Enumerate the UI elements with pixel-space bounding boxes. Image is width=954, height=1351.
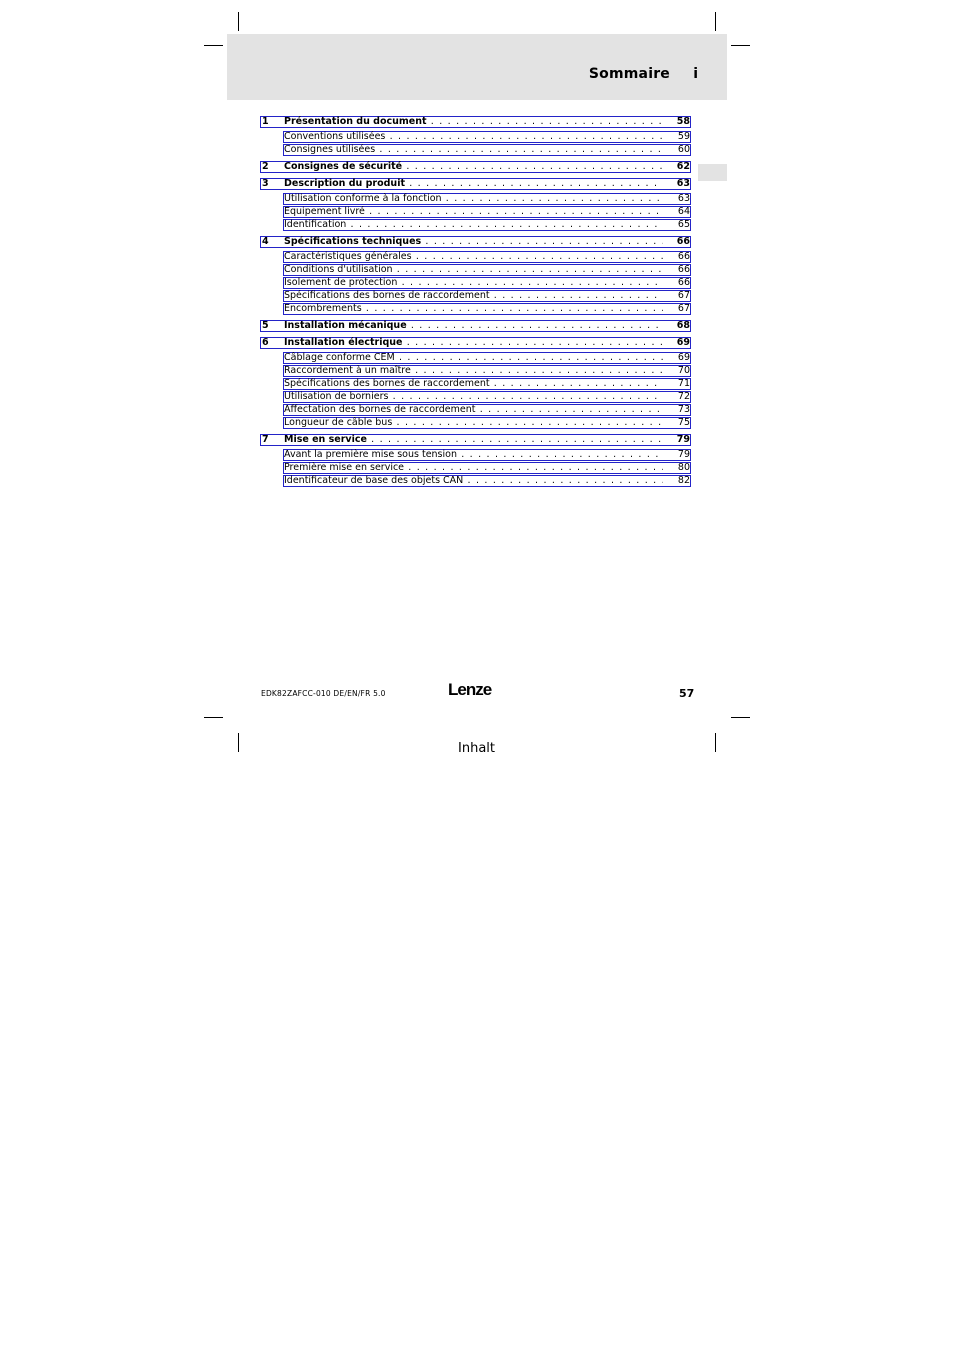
chapter-title: Consignes de sécurité . . . <box>284 161 663 173</box>
subsection-title: Longueur de câble bus . . . <box>284 417 663 429</box>
toc-chapter-link[interactable] <box>260 236 691 248</box>
subsection-page: 64 <box>677 206 690 217</box>
toc-subsection-link[interactable] <box>260 277 691 289</box>
toc-section <box>260 337 691 434</box>
toc-subsection-link[interactable] <box>260 417 691 429</box>
chapter-title: Description du produit . . . <box>284 178 663 190</box>
crop-mark-top-left <box>238 12 239 31</box>
subsection-title: Spécifications des bornes de raccordement . . . <box>284 290 663 302</box>
toc-chapter-link[interactable] <box>260 178 691 190</box>
toc-subsection-link[interactable] <box>260 251 691 263</box>
subsection-title: Consignes utilisées . . . <box>284 144 663 156</box>
crop-mark-bottom-right-h <box>731 717 750 718</box>
subsection-page: 59 <box>677 131 690 142</box>
document-code: EDK82ZAFCC-010 DE/EN/FR 5.0 <box>261 689 386 698</box>
subsection-title: Conventions utilisées . . . <box>284 131 663 143</box>
toc-subsection-link[interactable] <box>260 290 691 302</box>
toc-subsection-link[interactable] <box>260 264 691 276</box>
crop-mark-top-left-h <box>204 45 223 46</box>
subsection-title: Equipement livré . . . <box>284 206 663 218</box>
toc-subsection-link[interactable] <box>260 404 691 416</box>
toc-subsection-link[interactable] <box>260 462 691 474</box>
subsection-title: Première mise en service . . . <box>284 462 663 474</box>
toc-subsection-link[interactable] <box>260 219 691 231</box>
subsection-page: 82 <box>677 475 690 486</box>
subsection-page: 67 <box>677 290 690 301</box>
toc-subsection-link[interactable] <box>260 378 691 390</box>
header-band <box>227 34 727 100</box>
chapter-title: Présentation du document . . . <box>284 116 663 128</box>
caption-label: Inhalt <box>458 741 495 756</box>
toc-chapter-link[interactable] <box>260 337 691 349</box>
subsection-title: Spécifications des bornes de raccordement . . . <box>284 378 663 390</box>
chapter-page: 79 <box>676 434 690 445</box>
chapter-number: 6 <box>262 337 269 348</box>
chapter-number: 1 <box>262 116 269 127</box>
subsection-page: 67 <box>677 303 690 314</box>
subsection-page: 72 <box>677 391 690 402</box>
info-icon: i <box>693 66 698 82</box>
subsection-title: Conditions d'utilisation . . . <box>284 264 663 276</box>
subsection-title: Identification . . . <box>284 219 663 231</box>
toc-section <box>260 116 691 161</box>
subsection-title: Avant la première mise sous tension . . . <box>284 449 663 461</box>
toc-section <box>260 320 691 337</box>
subsection-page: 63 <box>677 193 690 204</box>
subsection-page: 70 <box>677 365 690 376</box>
subsection-page: 69 <box>677 352 690 363</box>
subsection-title: Identificateur de base des objets CAN . . . <box>284 475 663 487</box>
subsection-page: 71 <box>677 378 690 389</box>
toc-subsection-link[interactable] <box>260 449 691 461</box>
crop-mark-bottom-left-h <box>204 717 223 718</box>
toc-subsection-link[interactable] <box>260 193 691 205</box>
toc-subsection-link[interactable] <box>260 144 691 156</box>
chapter-page: 62 <box>676 161 690 172</box>
subsection-title: Câblage conforme CEM . . . <box>284 352 663 364</box>
subsection-page: 66 <box>677 277 690 288</box>
chapter-number: 7 <box>262 434 269 445</box>
subsection-title: Caractéristiques générales . . . <box>284 251 663 263</box>
lenze-logo: Lenze <box>448 680 492 699</box>
toc-subsection-link[interactable] <box>260 352 691 364</box>
toc-subsection-link[interactable] <box>260 391 691 403</box>
subsection-title: Raccordement à un maître . . . <box>284 365 663 377</box>
subsection-title: Encombrements . . . <box>284 303 663 315</box>
toc-section <box>260 236 691 320</box>
toc-section <box>260 434 691 492</box>
subsection-title: Utilisation de borniers . . . <box>284 391 663 403</box>
chapter-number: 4 <box>262 236 269 247</box>
subsection-page: 65 <box>677 219 690 230</box>
crop-mark-bottom-left <box>238 733 239 752</box>
chapter-page: 68 <box>676 320 690 331</box>
chapter-number: 3 <box>262 178 269 189</box>
chapter-title: Mise en service . . . <box>284 434 663 446</box>
chapter-title: Installation électrique . . . <box>284 337 663 349</box>
crop-mark-bottom-right <box>715 733 716 752</box>
subsection-page: 66 <box>677 264 690 275</box>
subsection-page: 73 <box>677 404 690 415</box>
subsection-title: Affectation des bornes de raccordement . . . <box>284 404 663 416</box>
chapter-title: Installation mécanique . . . <box>284 320 663 332</box>
toc-chapter-link[interactable] <box>260 116 691 128</box>
subsection-page: 60 <box>677 144 690 155</box>
subsection-title: Isolement de protection . . . <box>284 277 663 289</box>
crop-mark-top-right <box>715 12 716 31</box>
toc-section <box>260 161 691 178</box>
toc-section <box>260 178 691 236</box>
toc-chapter-link[interactable] <box>260 320 691 332</box>
toc-chapter-link[interactable] <box>260 161 691 173</box>
toc-subsection-link[interactable] <box>260 365 691 377</box>
chapter-title: Spécifications techniques . . . <box>284 236 663 248</box>
chapter-tab-marker <box>698 164 727 181</box>
subsection-page: 66 <box>677 251 690 262</box>
chapter-page: 66 <box>676 236 690 247</box>
subsection-title: Utilisation conforme à la fonction . . . <box>284 193 663 205</box>
toc-subsection-link[interactable] <box>260 206 691 218</box>
toc-subsection-link[interactable] <box>260 475 691 487</box>
toc-chapter-link[interactable] <box>260 434 691 446</box>
toc-subsection-link[interactable] <box>260 131 691 143</box>
subsection-page: 80 <box>677 462 690 473</box>
subsection-page: 79 <box>677 449 690 460</box>
chapter-page: 63 <box>676 178 690 189</box>
crop-mark-top-right-h <box>731 45 750 46</box>
subsection-page: 75 <box>677 417 690 428</box>
toc-subsection-link[interactable] <box>260 303 691 315</box>
chapter-number: 5 <box>262 320 269 331</box>
chapter-page: 69 <box>676 337 690 348</box>
table-of-contents <box>260 116 691 492</box>
chapter-page: 58 <box>676 116 690 127</box>
page-title: Sommaire <box>588 66 670 82</box>
chapter-number: 2 <box>262 161 269 172</box>
page-number: 57 <box>679 687 695 700</box>
